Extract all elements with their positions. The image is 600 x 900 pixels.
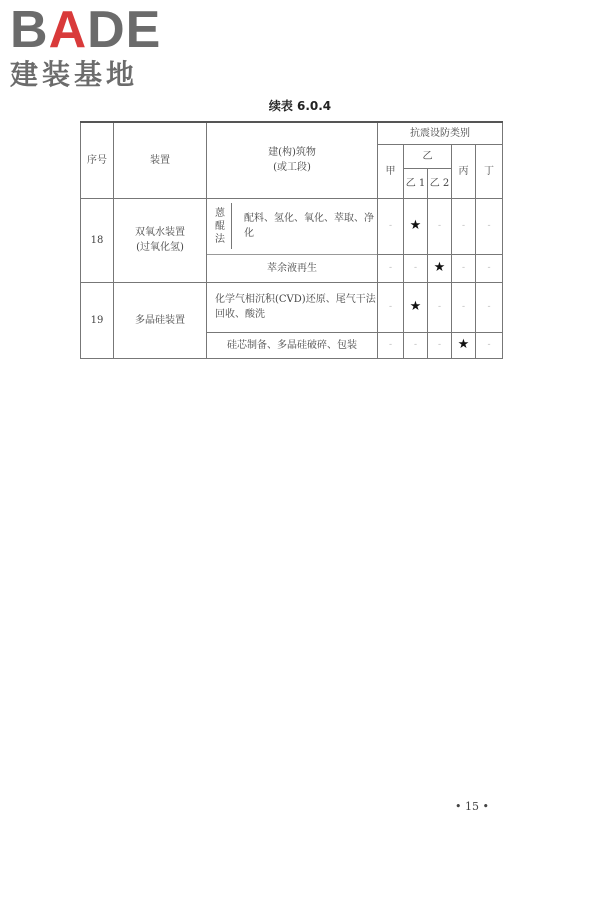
row-18-sub1-yi2: - bbox=[428, 198, 452, 254]
row-18-sub1-cell bbox=[207, 198, 378, 254]
row-18-sub2: 萃余液再生 bbox=[267, 262, 317, 274]
logo-subtitle: 建装基地 bbox=[10, 58, 139, 91]
row-18-device: 双氧水装置 (过氧化氢) bbox=[114, 198, 207, 282]
header-yi2: 乙 2 bbox=[428, 168, 452, 198]
table-caption: 续表 6.0.4 bbox=[268, 99, 332, 113]
table-row bbox=[81, 198, 503, 254]
header-ding: 丁 bbox=[476, 144, 503, 198]
row-19-sub2-jia: - bbox=[378, 332, 404, 358]
row-19-sub2: 硅芯制备、多晶硅破碎、包装 bbox=[207, 332, 378, 358]
seismic-category-table bbox=[80, 121, 503, 359]
header-bing: 丙 bbox=[452, 144, 476, 198]
row-19-sub2-yi1: - bbox=[404, 332, 428, 358]
row-18-sub1-ding: - bbox=[476, 198, 503, 254]
header-building: 建(构)筑物 (或工段) bbox=[207, 122, 378, 198]
star-icon: ★ bbox=[457, 337, 470, 352]
row-19-device: 多晶硅装置 bbox=[114, 282, 207, 358]
row-18-sub2-yi2 bbox=[428, 254, 452, 282]
bade-logo bbox=[10, 1, 180, 92]
header-yi: 乙 bbox=[404, 144, 452, 168]
row-19-sub1-yi2: - bbox=[428, 282, 452, 332]
row-18-sub2-jia: - bbox=[378, 254, 404, 282]
row-18-sub1-yi1 bbox=[404, 198, 428, 254]
star-icon: ★ bbox=[433, 260, 446, 275]
row-18-sub1-bing: - bbox=[452, 198, 476, 254]
row-18-sub2-ding: - bbox=[476, 254, 503, 282]
header-seq: 序号 bbox=[81, 122, 114, 198]
header-yi1: 乙 1 bbox=[404, 168, 428, 198]
row-19-sub2-yi2: - bbox=[428, 332, 452, 358]
page-number: • 15 • bbox=[455, 800, 489, 813]
star-icon: ★ bbox=[409, 299, 422, 314]
row-19-sub1-yi1 bbox=[404, 282, 428, 332]
row-19-sub1-ding: - bbox=[476, 282, 503, 332]
header-device: 装置 bbox=[114, 122, 207, 198]
row-18-sub1: 配料、氢化、氧化、萃取、净化 bbox=[244, 213, 374, 239]
row-18-sub1-jia: - bbox=[378, 198, 404, 254]
header-category: 抗震设防类别 bbox=[378, 122, 503, 144]
header-jia: 甲 bbox=[378, 144, 404, 198]
row-19-sub1: 化学气相沉积(CVD)还原、尾气干法回收、酸洗 bbox=[207, 282, 378, 332]
row-19-sub2-bing bbox=[452, 332, 476, 358]
row-18-method: 蒽醌法 bbox=[215, 207, 225, 245]
logo-wordmark: BADE bbox=[10, 1, 162, 59]
row-18-seq: 18 bbox=[81, 198, 114, 282]
star-icon: ★ bbox=[409, 218, 422, 233]
table-row bbox=[81, 282, 503, 332]
row-18-sub2-cell bbox=[207, 254, 378, 282]
row-18-sub2-bing: - bbox=[452, 254, 476, 282]
method-bracket bbox=[231, 203, 238, 249]
row-18-sub2-yi1: - bbox=[404, 254, 428, 282]
row-19-sub2-ding: - bbox=[476, 332, 503, 358]
row-19-sub1-jia: - bbox=[378, 282, 404, 332]
row-19-seq: 19 bbox=[81, 282, 114, 358]
row-19-sub1-bing: - bbox=[452, 282, 476, 332]
